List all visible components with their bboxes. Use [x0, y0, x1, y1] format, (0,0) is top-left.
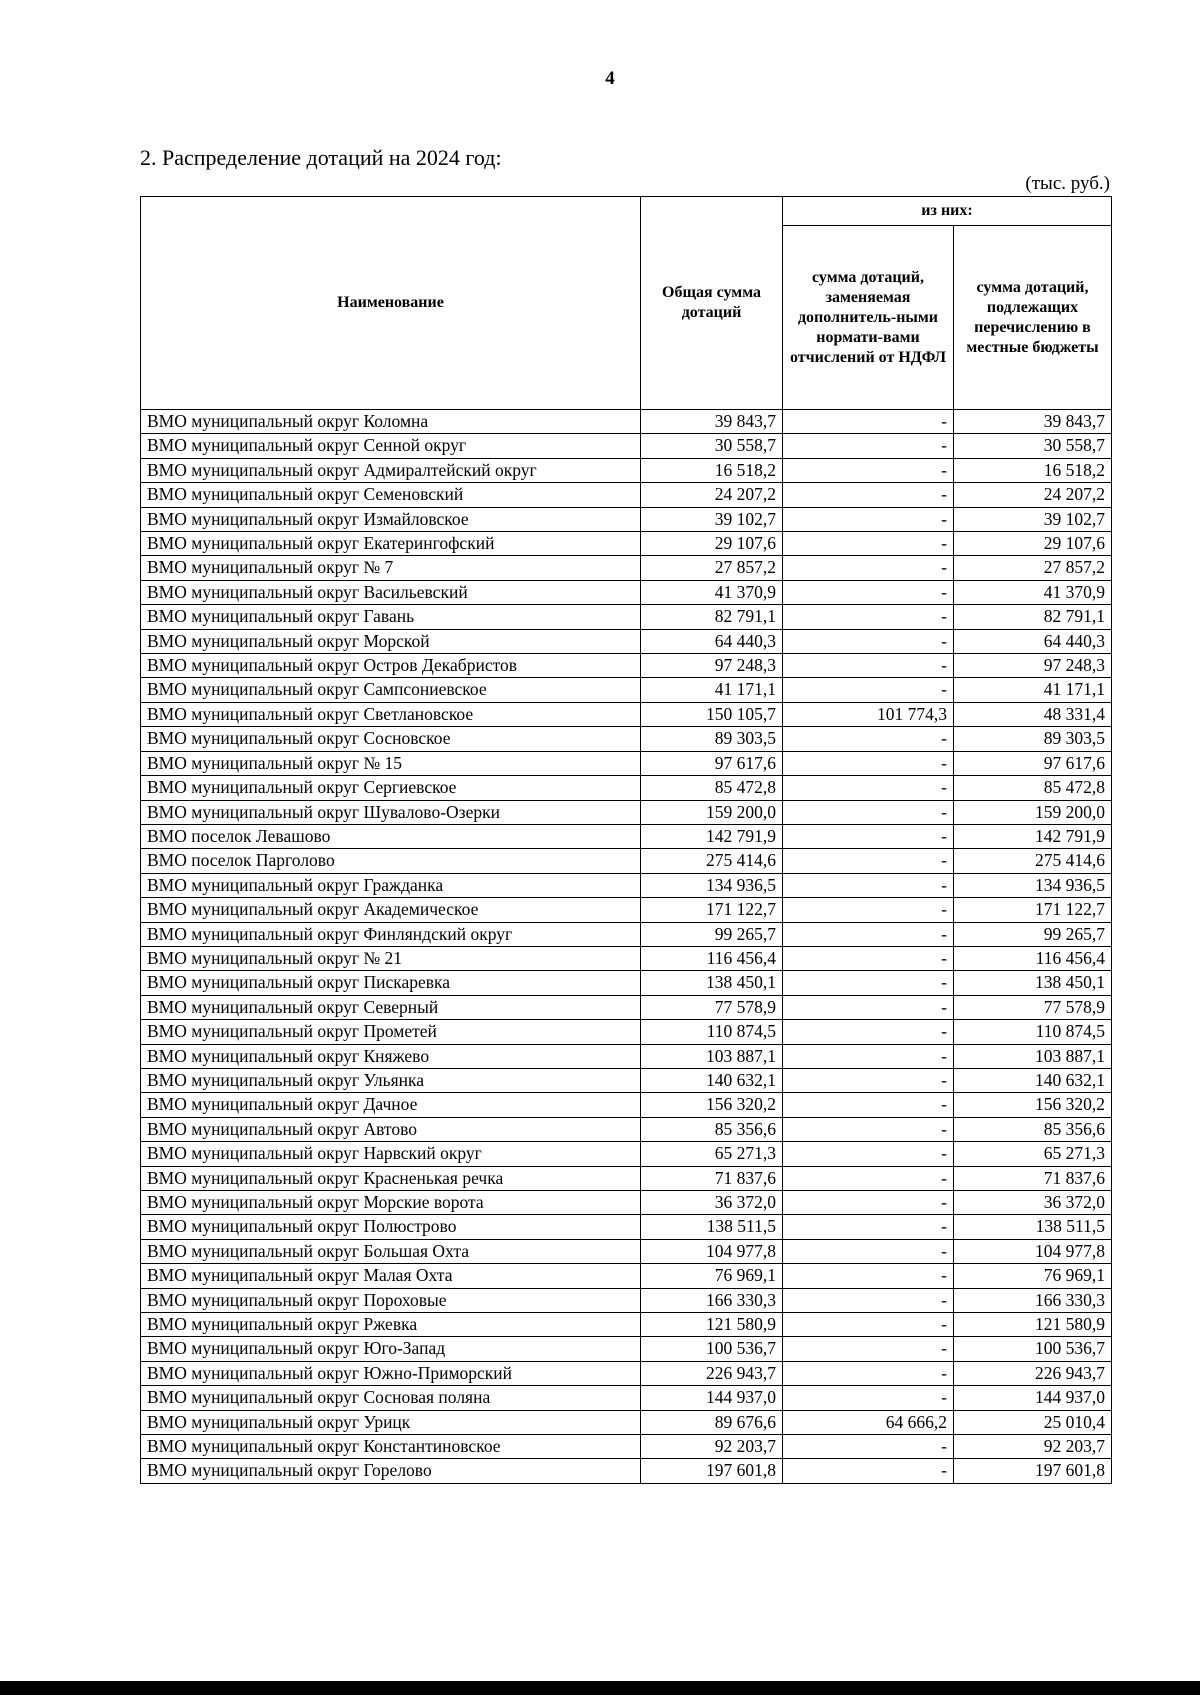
cell-transfer: 142 791,9: [954, 824, 1112, 848]
cell-transfer: 41 370,9: [954, 580, 1112, 604]
cell-replaced: -: [783, 1313, 954, 1337]
cell-transfer: 140 632,1: [954, 1068, 1112, 1092]
cell-replaced: -: [783, 1386, 954, 1410]
cell-replaced: -: [783, 1068, 954, 1092]
cell-name: ВМО муниципальный округ Академическое: [141, 898, 641, 922]
cell-name: ВМО муниципальный округ Шувалово-Озерки: [141, 800, 641, 824]
table-row: [141, 898, 1112, 922]
cell-total: 159 200,0: [641, 800, 783, 824]
cell-transfer: 121 580,9: [954, 1313, 1112, 1337]
cell-name: ВМО поселок Левашово: [141, 824, 641, 848]
cell-name: ВМО муниципальный округ Измайловское: [141, 507, 641, 531]
cell-total: 103 887,1: [641, 1044, 783, 1068]
cell-transfer: 82 791,1: [954, 605, 1112, 629]
cell-transfer: 65 271,3: [954, 1142, 1112, 1166]
cell-replaced: -: [783, 1337, 954, 1361]
table-row: [141, 1239, 1112, 1263]
cell-transfer: 25 010,4: [954, 1410, 1112, 1434]
header-name: Наименование: [141, 197, 641, 410]
cell-name: ВМО муниципальный округ Нарвский округ: [141, 1142, 641, 1166]
table-row: [141, 483, 1112, 507]
cell-name: ВМО муниципальный округ Дачное: [141, 1093, 641, 1117]
cell-transfer: 71 837,6: [954, 1166, 1112, 1190]
cell-replaced: -: [783, 995, 954, 1019]
cell-replaced: -: [783, 1191, 954, 1215]
cell-name: ВМО муниципальный округ Ульянка: [141, 1068, 641, 1092]
cell-total: 140 632,1: [641, 1068, 783, 1092]
cell-total: 116 456,4: [641, 946, 783, 970]
table-header: [141, 197, 1112, 410]
cell-name: ВМО муниципальный округ Морской: [141, 629, 641, 653]
cell-transfer: 85 356,6: [954, 1117, 1112, 1141]
cell-transfer: 103 887,1: [954, 1044, 1112, 1068]
cell-name: ВМО муниципальный округ Юго-Запад: [141, 1337, 641, 1361]
cell-replaced: -: [783, 849, 954, 873]
cell-name: ВМО муниципальный округ Сосновая поляна: [141, 1386, 641, 1410]
cell-replaced: -: [783, 507, 954, 531]
cell-transfer: 85 472,8: [954, 776, 1112, 800]
cell-transfer: 39 102,7: [954, 507, 1112, 531]
table-row: [141, 410, 1112, 434]
cell-name: ВМО муниципальный округ Пороховые: [141, 1288, 641, 1312]
cell-replaced: -: [783, 898, 954, 922]
cell-name: ВМО муниципальный округ Васильевский: [141, 580, 641, 604]
cell-replaced: -: [783, 1044, 954, 1068]
cell-replaced: -: [783, 1264, 954, 1288]
cell-name: ВМО муниципальный округ Горелово: [141, 1459, 641, 1483]
cell-total: 150 105,7: [641, 702, 783, 726]
cell-total: 39 843,7: [641, 410, 783, 434]
cell-replaced: -: [783, 483, 954, 507]
cell-name: ВМО муниципальный округ Коломна: [141, 410, 641, 434]
table-row: [141, 1117, 1112, 1141]
cell-transfer: 197 601,8: [954, 1459, 1112, 1483]
cell-transfer: 27 857,2: [954, 556, 1112, 580]
cell-name: ВМО муниципальный округ Сенной округ: [141, 434, 641, 458]
cell-name: ВМО муниципальный округ № 7: [141, 556, 641, 580]
table-row: [141, 946, 1112, 970]
cell-total: 92 203,7: [641, 1435, 783, 1459]
cell-replaced: -: [783, 1020, 954, 1044]
cell-replaced: -: [783, 1117, 954, 1141]
cell-replaced: -: [783, 751, 954, 775]
cell-name: ВМО муниципальный округ Сергиевское: [141, 776, 641, 800]
cell-replaced: 64 666,2: [783, 1410, 954, 1434]
cell-name: ВМО муниципальный округ Семеновский: [141, 483, 641, 507]
cell-total: 197 601,8: [641, 1459, 783, 1483]
table-row: [141, 1142, 1112, 1166]
cell-replaced: -: [783, 1435, 954, 1459]
cell-name: ВМО муниципальный округ Большая Охта: [141, 1239, 641, 1263]
cell-replaced: -: [783, 629, 954, 653]
table-row: [141, 1313, 1112, 1337]
cell-transfer: 77 578,9: [954, 995, 1112, 1019]
cell-transfer: 36 372,0: [954, 1191, 1112, 1215]
cell-replaced: -: [783, 1459, 954, 1483]
cell-total: 89 303,5: [641, 727, 783, 751]
cell-name: ВМО муниципальный округ Северный: [141, 995, 641, 1019]
cell-transfer: 156 320,2: [954, 1093, 1112, 1117]
cell-transfer: 166 330,3: [954, 1288, 1112, 1312]
cell-replaced: -: [783, 1288, 954, 1312]
cell-transfer: 110 874,5: [954, 1020, 1112, 1044]
cell-total: 85 472,8: [641, 776, 783, 800]
cell-transfer: 159 200,0: [954, 800, 1112, 824]
cell-total: 171 122,7: [641, 898, 783, 922]
cell-transfer: 89 303,5: [954, 727, 1112, 751]
cell-total: 89 676,6: [641, 1410, 783, 1434]
cell-total: 142 791,9: [641, 824, 783, 848]
table-row: [141, 532, 1112, 556]
cell-total: 24 207,2: [641, 483, 783, 507]
cell-total: 156 320,2: [641, 1093, 783, 1117]
cell-transfer: 138 450,1: [954, 971, 1112, 995]
header-total: Общая сумма дотаций: [641, 197, 783, 410]
cell-transfer: 138 511,5: [954, 1215, 1112, 1239]
cell-transfer: 275 414,6: [954, 849, 1112, 873]
cell-transfer: 226 943,7: [954, 1361, 1112, 1385]
cell-transfer: 30 558,7: [954, 434, 1112, 458]
cell-replaced: -: [783, 532, 954, 556]
table-row: [141, 1166, 1112, 1190]
table-row: [141, 1288, 1112, 1312]
cell-total: 110 874,5: [641, 1020, 783, 1044]
cell-name: ВМО поселок Парголово: [141, 849, 641, 873]
cell-name: ВМО муниципальный округ Полюстрово: [141, 1215, 641, 1239]
cell-name: ВМО муниципальный округ Княжево: [141, 1044, 641, 1068]
cell-total: 166 330,3: [641, 1288, 783, 1312]
cell-total: 30 558,7: [641, 434, 783, 458]
cell-total: 100 536,7: [641, 1337, 783, 1361]
cell-transfer: 97 617,6: [954, 751, 1112, 775]
table-row: [141, 1361, 1112, 1385]
cell-transfer: 41 171,1: [954, 678, 1112, 702]
cell-total: 82 791,1: [641, 605, 783, 629]
table-row: [141, 1435, 1112, 1459]
cell-transfer: 39 843,7: [954, 410, 1112, 434]
cell-total: 99 265,7: [641, 922, 783, 946]
cell-name: ВМО муниципальный округ Екатерингофский: [141, 532, 641, 556]
cell-replaced: -: [783, 1361, 954, 1385]
table-row: [141, 1337, 1112, 1361]
cell-name: ВМО муниципальный округ Малая Охта: [141, 1264, 641, 1288]
cell-total: 275 414,6: [641, 849, 783, 873]
table-row: [141, 507, 1112, 531]
cell-name: ВМО муниципальный округ Урицк: [141, 1410, 641, 1434]
cell-transfer: 100 536,7: [954, 1337, 1112, 1361]
cell-transfer: 29 107,6: [954, 532, 1112, 556]
cell-total: 65 271,3: [641, 1142, 783, 1166]
cell-transfer: 48 331,4: [954, 702, 1112, 726]
cell-replaced: -: [783, 1166, 954, 1190]
cell-replaced: -: [783, 971, 954, 995]
table-row: [141, 873, 1112, 897]
table-row: [141, 995, 1112, 1019]
cell-replaced: -: [783, 1239, 954, 1263]
table-row: [141, 751, 1112, 775]
cell-name: ВМО муниципальный округ № 21: [141, 946, 641, 970]
cell-total: 71 837,6: [641, 1166, 783, 1190]
cell-transfer: 24 207,2: [954, 483, 1112, 507]
table-row: [141, 1191, 1112, 1215]
cell-name: ВМО муниципальный округ Южно-Приморский: [141, 1361, 641, 1385]
cell-replaced: -: [783, 410, 954, 434]
cell-transfer: 97 248,3: [954, 654, 1112, 678]
table-row: [141, 556, 1112, 580]
table-row: [141, 922, 1112, 946]
table-row: [141, 580, 1112, 604]
cell-replaced: -: [783, 556, 954, 580]
table-row: [141, 1020, 1112, 1044]
table-row: [141, 434, 1112, 458]
table-row: [141, 678, 1112, 702]
cell-total: 76 969,1: [641, 1264, 783, 1288]
table-row: [141, 702, 1112, 726]
cell-name: ВМО муниципальный округ Автово: [141, 1117, 641, 1141]
header-transfer: сумма дотаций, подлежащих перечислению в местные бюджеты: [954, 226, 1112, 410]
subsidy-table: [140, 196, 1112, 1484]
cell-total: 226 943,7: [641, 1361, 783, 1385]
cell-replaced: -: [783, 580, 954, 604]
cell-total: 121 580,9: [641, 1313, 783, 1337]
cell-total: 138 511,5: [641, 1215, 783, 1239]
table-row: [141, 1459, 1112, 1483]
table-row: [141, 654, 1112, 678]
cell-name: ВМО муниципальный округ Гавань: [141, 605, 641, 629]
cell-transfer: 171 122,7: [954, 898, 1112, 922]
cell-replaced: -: [783, 605, 954, 629]
cell-total: 39 102,7: [641, 507, 783, 531]
cell-total: 64 440,3: [641, 629, 783, 653]
cell-name: ВМО муниципальный округ Финляндский округ: [141, 922, 641, 946]
cell-name: ВМО муниципальный округ Константиновское: [141, 1435, 641, 1459]
header-of-which: из них:: [783, 197, 1112, 226]
cell-name: ВМО муниципальный округ Пискаревка: [141, 971, 641, 995]
cell-total: 85 356,6: [641, 1117, 783, 1141]
table-row: [141, 1068, 1112, 1092]
units-label: (тыс. руб.): [1025, 173, 1110, 194]
cell-transfer: 99 265,7: [954, 922, 1112, 946]
cell-name: ВМО муниципальный округ Сампсониевское: [141, 678, 641, 702]
table-row: [141, 776, 1112, 800]
cell-replaced: -: [783, 800, 954, 824]
cell-replaced: -: [783, 922, 954, 946]
table-row: [141, 1093, 1112, 1117]
cell-transfer: 134 936,5: [954, 873, 1112, 897]
cell-transfer: 104 977,8: [954, 1239, 1112, 1263]
cell-name: ВМО муниципальный округ Остров Декабристов: [141, 654, 641, 678]
cell-total: 27 857,2: [641, 556, 783, 580]
cell-replaced: -: [783, 1093, 954, 1117]
cell-total: 36 372,0: [641, 1191, 783, 1215]
cell-name: ВМО муниципальный округ Светлановское: [141, 702, 641, 726]
cell-name: ВМО муниципальный округ Гражданка: [141, 873, 641, 897]
cell-replaced: -: [783, 873, 954, 897]
cell-name: ВМО муниципальный округ Красненькая речка: [141, 1166, 641, 1190]
cell-transfer: 64 440,3: [954, 629, 1112, 653]
table-row: [141, 1410, 1112, 1434]
cell-name: ВМО муниципальный округ Прометей: [141, 1020, 641, 1044]
page-number: 4: [605, 68, 615, 89]
cell-total: 77 578,9: [641, 995, 783, 1019]
cell-replaced: -: [783, 458, 954, 482]
cell-transfer: 16 518,2: [954, 458, 1112, 482]
cell-total: 41 370,9: [641, 580, 783, 604]
cell-transfer: 92 203,7: [954, 1435, 1112, 1459]
cell-total: 138 450,1: [641, 971, 783, 995]
cell-total: 29 107,6: [641, 532, 783, 556]
table-row: [141, 824, 1112, 848]
cell-total: 144 937,0: [641, 1386, 783, 1410]
cell-total: 97 617,6: [641, 751, 783, 775]
cell-transfer: 144 937,0: [954, 1386, 1112, 1410]
cell-name: ВМО муниципальный округ № 15: [141, 751, 641, 775]
cell-total: 104 977,8: [641, 1239, 783, 1263]
table-row: [141, 1386, 1112, 1410]
header-replaced: сумма дотаций, заменяемая дополнитель-ными нормати-вами отчислений от НДФЛ: [783, 226, 954, 410]
table-row: [141, 1264, 1112, 1288]
cell-replaced: 101 774,3: [783, 702, 954, 726]
cell-total: 97 248,3: [641, 654, 783, 678]
table-row: [141, 971, 1112, 995]
cell-name: ВМО муниципальный округ Морские ворота: [141, 1191, 641, 1215]
scan-edge: [0, 1681, 1200, 1695]
table-row: [141, 849, 1112, 873]
cell-replaced: -: [783, 946, 954, 970]
cell-name: ВМО муниципальный округ Сосновское: [141, 727, 641, 751]
table-row: [141, 629, 1112, 653]
cell-replaced: -: [783, 824, 954, 848]
cell-name: ВМО муниципальный округ Адмиралтейский округ: [141, 458, 641, 482]
cell-replaced: -: [783, 727, 954, 751]
table-body: [141, 410, 1112, 1484]
cell-transfer: 76 969,1: [954, 1264, 1112, 1288]
table-row: [141, 458, 1112, 482]
cell-name: ВМО муниципальный округ Ржевка: [141, 1313, 641, 1337]
cell-replaced: -: [783, 776, 954, 800]
cell-total: 134 936,5: [641, 873, 783, 897]
table-row: [141, 800, 1112, 824]
cell-replaced: -: [783, 678, 954, 702]
table-row: [141, 605, 1112, 629]
cell-replaced: -: [783, 1142, 954, 1166]
table-row: [141, 727, 1112, 751]
cell-replaced: -: [783, 1215, 954, 1239]
section-heading: 2. Распределение дотаций на 2024 год:: [140, 145, 502, 170]
cell-replaced: -: [783, 654, 954, 678]
cell-transfer: 116 456,4: [954, 946, 1112, 970]
table-row: [141, 1215, 1112, 1239]
table-row: [141, 1044, 1112, 1068]
cell-total: 41 171,1: [641, 678, 783, 702]
cell-total: 16 518,2: [641, 458, 783, 482]
cell-replaced: -: [783, 434, 954, 458]
